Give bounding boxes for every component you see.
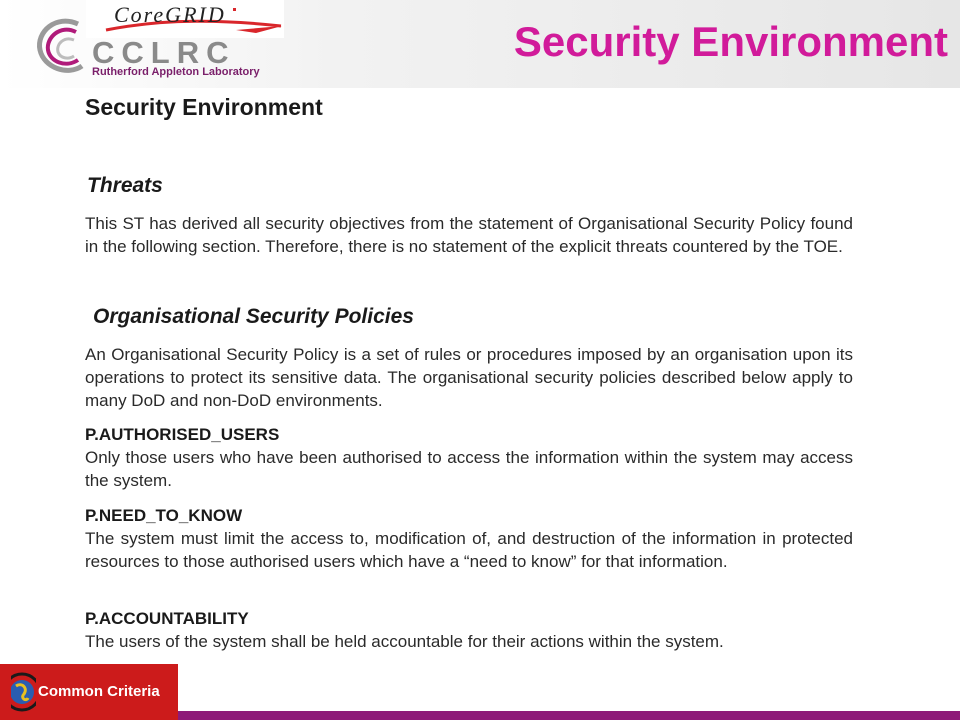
cclrc-logo-text: CCLRC [92, 35, 236, 70]
coregrid-logo-text: CoreGRID [114, 2, 226, 27]
threats-paragraph: This ST has derived all security objectives from the statement of Organisational Security Policy found in the following section. Therefore, there is no statement of the explicit threats countered by the TOE. [85, 214, 853, 256]
common-criteria-badge [0, 664, 178, 720]
policy-name: P.AUTHORISED_USERS [85, 425, 280, 444]
cclrc-subtitle: Rutherford Appleton Laboratory [92, 66, 260, 78]
osp-heading: Organisational Security Policies [93, 305, 414, 328]
slide-header [0, 0, 960, 88]
osp-paragraph: An Organisational Security Policy is a set of rules or procedures imposed by an organisation upon its operations to protect its sensitive data. The organisational security policies described below apply to many DoD and non-DoD environments. [85, 345, 853, 410]
policy-text: The users of the system shall be held accountable for their actions within the system. [85, 632, 724, 651]
slide-title: Security Environment [513, 18, 948, 65]
common-criteria-label: Common Criteria [38, 683, 160, 700]
cclrc-swirl-icon [34, 14, 90, 78]
footer-bar [178, 711, 960, 720]
policy-name: P.ACCOUNTABILITY [85, 609, 249, 628]
threats-heading: Threats [87, 174, 163, 197]
policy-name: P.NEED_TO_KNOW [85, 506, 243, 525]
document-title: Security Environment [85, 94, 323, 120]
policy-text: Only those users who have been authorised to access the information within the system may access the system. [85, 448, 853, 490]
common-criteria-icon [2, 668, 36, 716]
policy-text: The system must limit the access to, modification of, and destruction of the information in protected resources to those authorised users which have a “need to know” for that information. [85, 529, 853, 571]
coregrid-logo [86, 0, 284, 38]
